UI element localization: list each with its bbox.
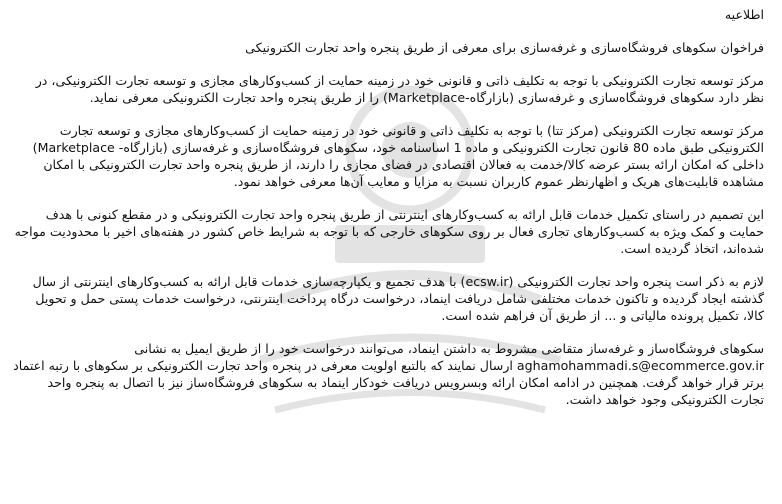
- notice-paragraph-1: مرکز توسعه تجارت الکترونیکی با توجه به تکلیف ذاتی و قانونی خود در زمینه حمایت از کسب‌وکارهای مجازی و توسعه تجارت الکترونیکی، در نظر دارد سکوهای فروشگاه‌سازی و غرفه‌سازی (بازارگاه-Marketplace) را از طریق پنجره واحد تجارت الکترونیکی معرفی نماید.: [35, 73, 764, 105]
- notice-paragraph-5: سکوهای فروشگاه‌ساز و غرفه‌ساز متقاضی مشروط به داشتن اینماد، می‌توانند درخواست خود را از طریق ایمیل به نشانی aghamohammadi.s@ecommerce.gov.ir ارسال نمایند که بالتبع اولویت معرفی در پنجره واحد تجارت الکترونیکی بر سکوهای با رتبه اعتماد برتر قرار خواهد گرفت. همچنین در ادامه امکان ارائه وبسرویس دریافت خودکار اینماد به سکوهای فروشگاه‌ساز نیز با اتصال به پنجره واحد تجارت الکترونیکی وجود خواهد داشت.: [13, 341, 764, 407]
- notice-content: [12, 6, 764, 408]
- notice-subject: فراخوان سکوهای فروشگاه‌سازی و غرفه‌سازی برای معرفی از طریق پنجره واحد تجارت الکترونیکی: [245, 40, 764, 55]
- notice-paragraph-4: لازم به ذکر است پنجره واحد تجارت الکترونیکی (ecsw.ir) با هدف تجمیع و یکپارچه‌سازی خدمات قابل ارائه به کسب‌وکارهای اینترنتی از سال گذشته ایجاد گردیده و تاکنون خدمات مختلفی شامل دریافت اینماد، درخواست درگاه پرداخت اینترنتی، درخواست خدمات پستی حمل و تحویل کالا، تکمیل پرونده مالیاتی و ... از طریق آن فراهم شده است.: [32, 274, 764, 323]
- notice-title: اطلاعیه: [724, 7, 764, 22]
- notice-paragraph-2: مرکز توسعه تجارت الکترونیکی (مرکز تتا) با توجه به تکلیف ذاتی و قانونی خود در زمینه حمایت از کسب‌وکارهای مجازی و توسعه تجارت الکترونیکی طبق ماده 80 قانون تجارت الکترونیکی و ماده 1 اساسنامه خود، سکوهای فروشگاه‌سازی و غرفه‌سازی (بازارگاه- Marketplace) داخلی که امکان ارائه بستر عرضه کالا/خدمت به فعالان اقتصادی در فضای مجازی را دارند، از طریق پنجره واحد تجارت الکترونیکی با امکان مشاهده قابلیت‌های هریک و اظهارنظر عموم کاربران نسبت به مزایا و معایب آن‌ها معرفی خواهد نمود.: [32, 123, 764, 189]
- notice-paragraph-3: این تصمیم در راستای تکمیل خدمات قابل ارائه به کسب‌وکارهای اینترنتی از طریق پنجره واحد تجارت الکترونیکی و در مقطع کنونی با هدف حمایت و کمک ویژه به کسب‌وکارهای تجاری فعال بر روی سکوهای خارجی که با توجه به شرایط خاص کشور در هفته‌های اخیر با محدودیت مواجه شده‌اند، اتخاذ گردیده است.: [14, 207, 764, 256]
